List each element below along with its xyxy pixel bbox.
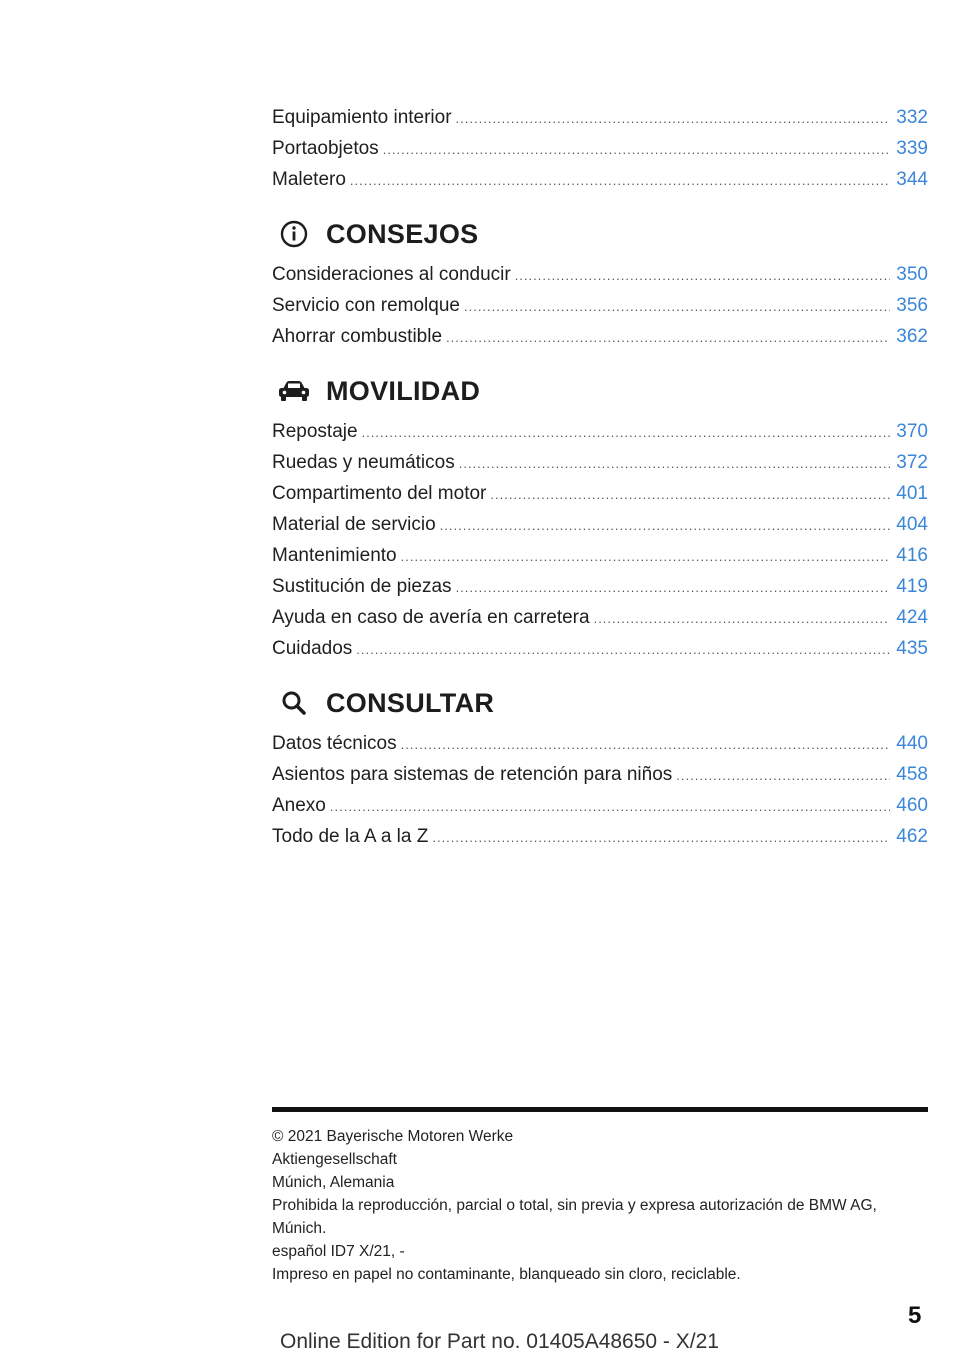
toc-page-link[interactable]: 424 (896, 607, 928, 628)
toc-entry[interactable] (272, 133, 928, 164)
section-header-consejos (272, 215, 928, 253)
toc-entry[interactable] (272, 759, 928, 790)
footer-divider (272, 1107, 928, 1112)
toc-entry-title: Datos técnicos (272, 733, 397, 754)
toc-entry-title: Material de servicio (272, 514, 436, 535)
toc-leader-dots (432, 822, 890, 853)
imprint-line: Impreso en papel no contaminante, blanqueado sin cloro, reciclable. (272, 1266, 741, 1283)
toc-page-link[interactable]: 460 (896, 795, 928, 816)
toc-entry[interactable] (272, 290, 928, 321)
toc-group-consejos (272, 259, 928, 352)
toc-entry[interactable] (272, 633, 928, 664)
toc-entry-title: Anexo (272, 795, 326, 816)
imprint (272, 1125, 912, 1286)
toc-entry-title: Portaobjetos (272, 138, 379, 159)
imprint-line: Múnich, Alemania (272, 1174, 395, 1191)
toc-entry-title: Asientos para sistemas de retención para niños (272, 764, 673, 785)
toc-entry-title: Compartimento del motor (272, 483, 487, 504)
toc-leader-dots (446, 322, 890, 353)
info-icon (276, 219, 312, 249)
toc-leader-dots (401, 729, 891, 760)
toc-entry-title: Repostaje (272, 421, 358, 442)
section-header-consultar (272, 684, 928, 722)
toc-page-link[interactable]: 404 (896, 514, 928, 535)
toc-entry[interactable] (272, 509, 928, 540)
toc-page-link[interactable]: 419 (896, 576, 928, 597)
toc-leader-dots (594, 603, 891, 634)
toc-leader-dots (330, 791, 890, 822)
section-title: CONSULTAR (326, 687, 495, 718)
toc-entry-title: Servicio con remolque (272, 295, 460, 316)
imprint-line: Aktiengesellschaft (272, 1151, 397, 1168)
toc-entry[interactable] (272, 821, 928, 852)
toc-entry[interactable] (272, 447, 928, 478)
toc-entry[interactable] (272, 602, 928, 633)
toc-page-link[interactable]: 332 (896, 107, 928, 128)
page-number: 5 (908, 1302, 922, 1329)
car-icon (276, 376, 312, 406)
imprint-line: español ID7 X/21, - (272, 1243, 405, 1260)
toc-entry-title: Sustitución de piezas (272, 576, 452, 597)
toc-leader-dots (383, 134, 891, 165)
toc-leader-dots (440, 510, 891, 541)
toc-group-movilidad (272, 416, 928, 664)
toc-entry[interactable] (272, 540, 928, 571)
toc-leader-dots (490, 479, 890, 510)
toc-page-link[interactable]: 440 (896, 733, 928, 754)
toc-entry-title: Todo de la A a la Z (272, 826, 429, 847)
online-edition-note: Online Edition for Part no. 01405A48650 - X/21 (280, 1330, 719, 1353)
table-of-contents (272, 102, 928, 852)
search-icon (276, 688, 312, 718)
section-title: CONSEJOS (326, 218, 479, 249)
section-header-movilidad (272, 372, 928, 410)
toc-leader-dots (456, 103, 891, 134)
toc-page-link[interactable]: 362 (896, 326, 928, 347)
toc-group-consultar (272, 728, 928, 852)
toc-entry-title: Consideraciones al conducir (272, 264, 511, 285)
toc-entry-title: Maletero (272, 169, 346, 190)
toc-page-link[interactable]: 462 (896, 826, 928, 847)
toc-leader-dots (515, 260, 891, 291)
toc-leader-dots (350, 165, 890, 196)
imprint-line: © 2021 Bayerische Motoren Werke (272, 1128, 514, 1145)
toc-entry[interactable] (272, 790, 928, 821)
toc-entry-title: Equipamiento interior (272, 107, 452, 128)
toc-entry-title: Mantenimiento (272, 545, 397, 566)
toc-entry-title: Ayuda en caso de avería en carretera (272, 607, 590, 628)
toc-page-link[interactable]: 370 (896, 421, 928, 442)
toc-leader-dots (676, 760, 890, 791)
toc-page-link[interactable]: 458 (896, 764, 928, 785)
toc-leader-dots (459, 448, 891, 479)
toc-entry[interactable] (272, 321, 928, 352)
toc-entry[interactable] (272, 259, 928, 290)
toc-page-link[interactable]: 356 (896, 295, 928, 316)
imprint-line: Prohibida la reproducción, parcial o total, sin previa y expresa autorización de BMW AG, (272, 1197, 877, 1214)
toc-page-link[interactable]: 344 (896, 169, 928, 190)
toc-page-link[interactable]: 339 (896, 138, 928, 159)
toc-leader-dots (356, 634, 890, 665)
toc-entry[interactable] (272, 571, 928, 602)
toc-entry[interactable] (272, 102, 928, 133)
toc-leader-dots (401, 541, 891, 572)
toc-page-link[interactable]: 372 (896, 452, 928, 473)
toc-group-interior (272, 102, 928, 195)
section-title: MOVILIDAD (326, 375, 481, 406)
toc-page-link[interactable]: 435 (896, 638, 928, 659)
toc-entry-title: Ruedas y neumáticos (272, 452, 455, 473)
toc-page-link[interactable]: 401 (896, 483, 928, 504)
toc-entry[interactable] (272, 478, 928, 509)
toc-page-link[interactable]: 416 (896, 545, 928, 566)
toc-entry[interactable] (272, 164, 928, 195)
toc-leader-dots (456, 572, 891, 603)
toc-entry[interactable] (272, 728, 928, 759)
toc-leader-dots (464, 291, 890, 322)
toc-entry-title: Cuidados (272, 638, 353, 659)
toc-leader-dots (362, 417, 891, 448)
toc-entry-title: Ahorrar combustible (272, 326, 443, 347)
imprint-line: Múnich. (272, 1220, 327, 1237)
toc-entry[interactable] (272, 416, 928, 447)
toc-page-link[interactable]: 350 (896, 264, 928, 285)
